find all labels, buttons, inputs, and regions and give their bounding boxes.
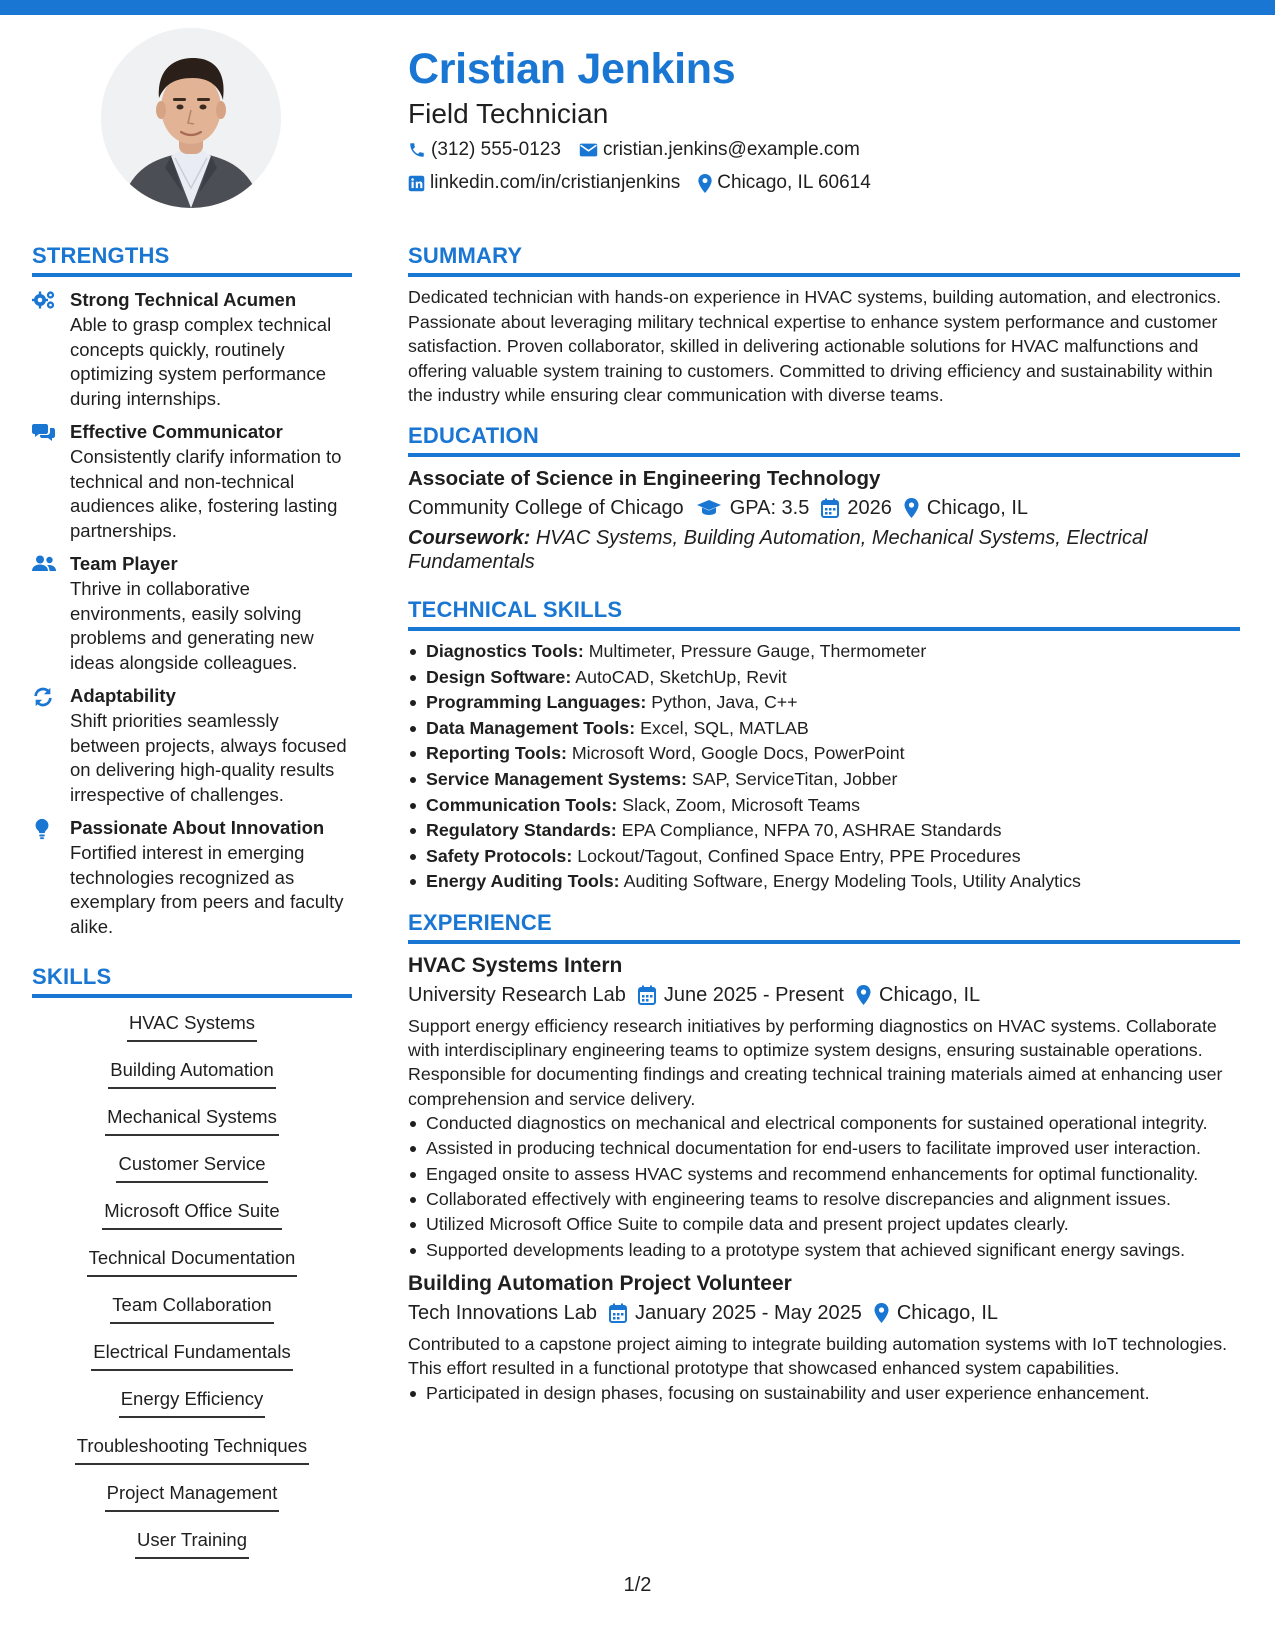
skill-category: Diagnostics Tools: — [426, 640, 584, 661]
linkedin-icon — [408, 175, 425, 192]
skill-tag: Technical Documentation — [87, 1245, 298, 1277]
technical-skills-list — [408, 639, 1240, 895]
skill-category: Service Management Systems: — [426, 768, 687, 789]
skill-category: Regulatory Standards: — [426, 820, 617, 841]
job-location — [874, 1298, 998, 1328]
skill-values: SAP, ServiceTitan, Jobber — [691, 768, 898, 789]
profile-photo — [101, 28, 281, 208]
skill-category: Design Software: — [426, 666, 572, 687]
list-item — [408, 741, 1240, 767]
calendar-icon — [821, 498, 839, 518]
skill-values: Python, Java, C++ — [651, 692, 798, 713]
job-description: Contributed to a capstone project aiming to integrate building automation systems with IoT technologies. This effort resulted in a functional prototype that showcased enhanced system capabilities. — [408, 1334, 1228, 1379]
strength-title: Team Player — [70, 553, 178, 574]
phone-text: (312) 555-0123 — [431, 139, 561, 160]
job-dates — [638, 980, 844, 1010]
gpa — [696, 493, 810, 523]
location-text: Chicago, IL 60614 — [717, 172, 871, 193]
job-dates — [609, 1298, 862, 1328]
job-entry-title: HVAC Systems Intern — [408, 953, 623, 977]
job-location-text: Chicago, IL — [879, 983, 981, 1006]
skills-heading: SKILLS — [32, 963, 352, 998]
edu-location-text: Chicago, IL — [926, 496, 1029, 519]
job-title: Field Technician — [408, 98, 609, 129]
skill-tag: Building Automation — [108, 1057, 276, 1089]
list-item: Utilized Microsoft Office Suite to compile data and present project updates clearly. — [408, 1212, 1240, 1236]
resume-header — [408, 42, 1248, 199]
skill-tag: Customer Service — [116, 1151, 267, 1183]
skill-tag: HVAC Systems — [127, 1010, 257, 1042]
sync-icon — [32, 683, 70, 807]
left-column — [32, 242, 352, 1574]
job-meta — [408, 1298, 1240, 1328]
skill-values: Lockout/Tagout, Confined Space Entry, PPE Procedures — [577, 845, 1021, 866]
list-item: Conducted diagnostics on mechanical and electrical components for sustained operational integrity. — [408, 1111, 1240, 1135]
job-entry — [408, 1270, 1240, 1405]
skill-values: Excel, SQL, MATLAB — [640, 717, 809, 738]
org-text: Tech Innovations Lab — [408, 1302, 598, 1325]
skill-values: Multimeter, Pressure Gauge, Thermometer — [588, 640, 927, 661]
summary-section — [408, 242, 1240, 408]
map-marker-icon — [874, 1303, 889, 1323]
job-org — [408, 980, 626, 1010]
graduation-cap-icon — [696, 499, 722, 517]
job-entry — [408, 952, 1240, 1262]
strength-item — [32, 683, 352, 807]
school-name — [408, 493, 684, 523]
dates-text: June 2025 - Present — [663, 983, 844, 1006]
school-text: Community College of Chicago — [408, 496, 684, 519]
envelope-icon — [579, 142, 598, 158]
skill-tag: Team Collaboration — [110, 1292, 273, 1324]
location-contact — [698, 167, 871, 199]
strengths-list — [32, 287, 352, 939]
summary-text: Dedicated technician with hands-on experience in HVAC systems, building automation, and electronics. Passionate about leveraging military technical expertise to enhance system performance and customer satisfaction. Proven collaborator, skilled in delivering actionable solutions for HVAC malfunctions and offering valuable system training to customers. Committed to driving efficiency and sustainability within the industry while ensuring clear communication with diverse teams. — [408, 287, 1222, 406]
strength-desc: Fortified interest in emerging technologies recognized as exemplary from peers and faculty alike. — [70, 842, 344, 937]
strengths-heading: STRENGTHS — [32, 242, 352, 277]
calendar-icon — [638, 985, 656, 1005]
skills-list — [32, 1010, 352, 1574]
calendar-icon — [609, 1303, 627, 1323]
job-bullets — [408, 1111, 1240, 1262]
strength-desc: Consistently clarify information to technical and non-technical audiences alike, fostering lasting partnerships. — [70, 446, 342, 541]
technical-skills-section — [408, 596, 1240, 895]
list-item — [408, 818, 1240, 844]
skills-section — [32, 963, 352, 1574]
map-marker-icon — [856, 985, 871, 1005]
list-item — [408, 793, 1240, 819]
skill-values: Microsoft Word, Google Docs, PowerPoint — [571, 743, 905, 764]
skill-category: Energy Auditing Tools: — [426, 871, 620, 892]
right-column — [408, 242, 1240, 1406]
skill-category: Reporting Tools: — [426, 743, 567, 764]
users-icon — [32, 551, 70, 675]
list-item: Participated in design phases, focusing on sustainability and user experience enhancement. — [408, 1381, 1240, 1405]
summary-heading: SUMMARY — [408, 242, 1240, 277]
strength-item — [32, 419, 352, 543]
strength-title: Passionate About Innovation — [70, 817, 325, 838]
job-meta — [408, 980, 1240, 1010]
list-item: Assisted in producing technical documentation for end-users to facilitate improved user interaction. — [408, 1136, 1240, 1160]
list-item — [408, 716, 1240, 742]
email-text: cristian.jenkins@example.com — [602, 139, 860, 160]
education-heading: EDUCATION — [408, 422, 1240, 457]
skill-tag: Energy Efficiency — [119, 1386, 266, 1418]
skill-category: Programming Languages: — [426, 692, 647, 713]
strength-item — [32, 815, 352, 939]
job-entry-title: Building Automation Project Volunteer — [408, 1272, 792, 1296]
skill-category: Safety Protocols: — [426, 845, 573, 866]
education-meta — [408, 493, 1240, 523]
list-item — [408, 844, 1240, 870]
linkedin-contact[interactable] — [408, 167, 680, 199]
experience-section — [408, 909, 1240, 1405]
dates-text: January 2025 - May 2025 — [635, 1302, 862, 1325]
list-item — [408, 869, 1240, 895]
coursework-label: Coursework: — [408, 526, 531, 549]
edu-location — [904, 493, 1028, 523]
page-number: 1/2 — [623, 1574, 652, 1596]
strength-desc: Able to grasp complex technical concepts quickly, routinely optimizing system performance during internships. — [70, 314, 332, 409]
skill-tag: Troubleshooting Techniques — [75, 1433, 309, 1465]
phone-icon — [408, 141, 426, 159]
year-text: 2026 — [847, 496, 892, 519]
phone-contact[interactable] — [408, 134, 561, 166]
education-section — [408, 422, 1240, 574]
contact-row-2 — [408, 167, 1248, 199]
map-marker-icon — [698, 174, 712, 193]
skill-values: Slack, Zoom, Microsoft Teams — [622, 794, 861, 815]
list-item: Collaborated effectively with engineering teams to resolve discrepancies and alignment issues. — [408, 1187, 1240, 1211]
list-item — [408, 639, 1240, 665]
coursework-text: HVAC Systems, Building Automation, Mechanical Systems, Electrical Fundamentals — [408, 526, 1148, 573]
skill-tag: User Training — [135, 1527, 249, 1559]
skill-tag: Electrical Fundamentals — [91, 1339, 292, 1371]
skill-tag: Mechanical Systems — [105, 1104, 279, 1136]
strength-desc: Thrive in collaborative environments, easily solving problems and generating new ideas alongside colleagues. — [70, 578, 314, 673]
linkedin-text: linkedin.com/in/cristianjenkins — [430, 172, 681, 193]
map-marker-icon — [904, 498, 919, 518]
lightbulb-icon — [32, 815, 70, 939]
strength-title: Adaptability — [70, 685, 176, 706]
email-contact[interactable] — [579, 134, 860, 166]
strength-item — [32, 551, 352, 675]
skill-tag: Project Management — [105, 1480, 280, 1512]
contact-row-1 — [408, 134, 1248, 166]
list-item — [408, 665, 1240, 691]
job-bullets — [408, 1381, 1240, 1405]
comments-icon — [32, 419, 70, 543]
skill-values: AutoCAD, SketchUp, Revit — [575, 666, 787, 687]
job-org — [408, 1298, 597, 1328]
strength-item — [32, 287, 352, 411]
job-location-text: Chicago, IL — [896, 1302, 999, 1325]
job-description: Support energy efficiency research initiatives by performing diagnostics on HVAC systems. Collaborate with interdisciplinary engineering teams to optimize system designs, ensuring sustainable operations. Responsible for documenting findings and creating technical training materials aimed at enhancing user comprehension and service delivery. — [408, 1015, 1223, 1109]
skill-values: Auditing Software, Energy Modeling Tools, Utility Analytics — [623, 871, 1081, 892]
grad-year — [821, 493, 892, 523]
coursework — [408, 526, 1240, 574]
candidate-name: Cristian Jenkins — [408, 45, 736, 93]
technical-skills-heading: TECHNICAL SKILLS — [408, 596, 1240, 631]
strength-title: Strong Technical Acumen — [70, 289, 297, 310]
top-accent-bar — [0, 0, 1275, 15]
gears-icon — [32, 287, 70, 411]
list-item — [408, 690, 1240, 716]
skill-values: EPA Compliance, NFPA 70, ASHRAE Standards — [621, 820, 1002, 841]
strength-title: Effective Communicator — [70, 421, 283, 442]
list-item — [408, 767, 1240, 793]
list-item: Engaged onsite to assess HVAC systems and recommend enhancements for optimal functionality. — [408, 1162, 1240, 1186]
strength-desc: Shift priorities seamlessly between projects, always focused on delivering high-quality results irrespective of challenges. — [70, 710, 347, 805]
skill-category: Communication Tools: — [426, 794, 618, 815]
org-text: University Research Lab — [408, 983, 626, 1006]
skill-tag: Microsoft Office Suite — [102, 1198, 281, 1230]
list-item: Supported developments leading to a prototype system that achieved significant energy savings. — [408, 1238, 1240, 1262]
job-location — [856, 980, 980, 1010]
gpa-text: GPA: 3.5 — [729, 496, 810, 519]
skill-category: Data Management Tools: — [426, 717, 636, 738]
degree-title: Associate of Science in Engineering Technology — [408, 466, 881, 490]
experience-heading: EXPERIENCE — [408, 909, 1240, 944]
